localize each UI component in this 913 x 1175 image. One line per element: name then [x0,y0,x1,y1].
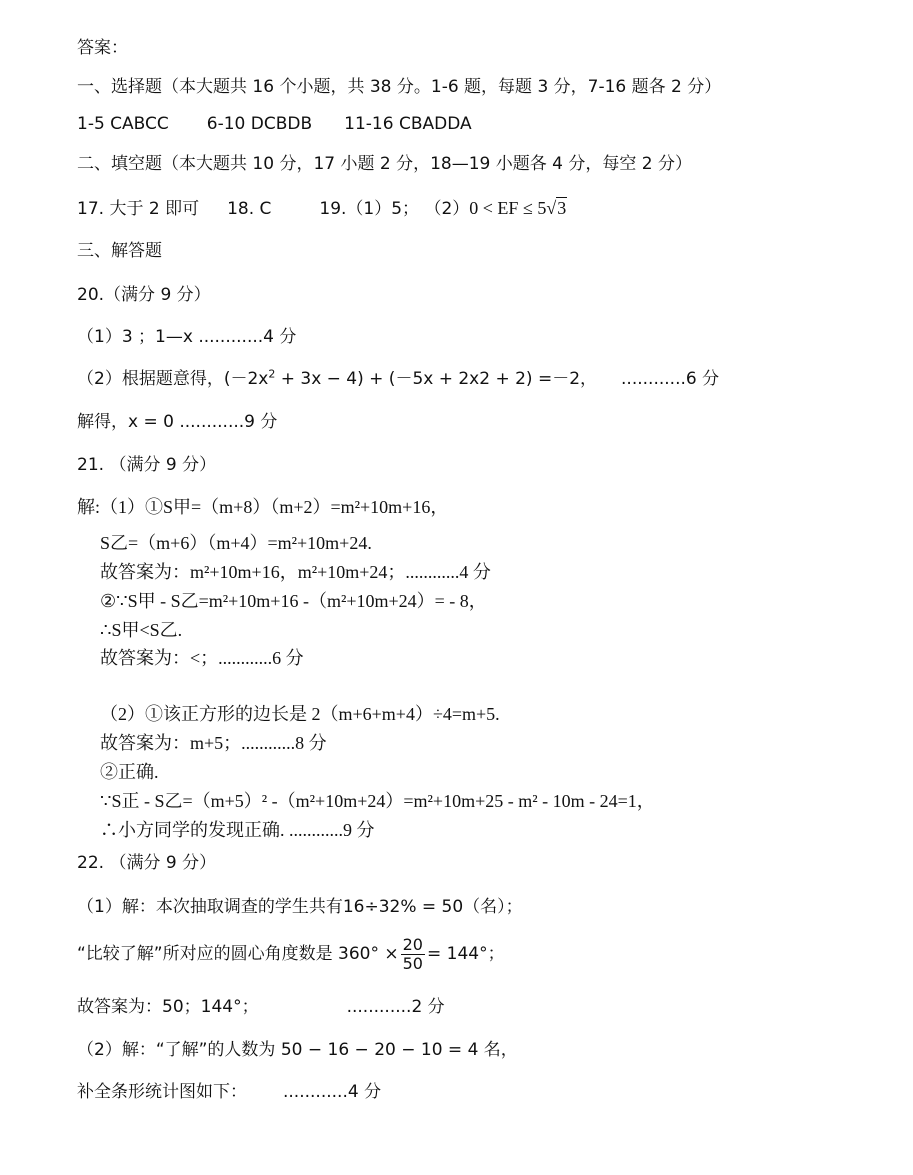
choice-group-1: 1-5 CABCC [77,114,169,134]
fraction-denominator: 50 [402,953,423,973]
q17-answer: 17. 大于 2 即可 [77,199,200,219]
answer-title: 答案： [77,38,128,58]
q18-answer: 18. C [227,199,272,219]
q21-line: 故答案为：m+5；............8 分 [100,733,327,753]
q20-part2-rest: + 3x − 4) + (－5x + 2x2 + 2) =－2， [275,369,598,389]
angle-fraction [401,936,425,973]
choice-answers-row [77,112,472,136]
q21-line: ∵S正 - S乙=（m+5）² -（m²+10m+24）=m²+10m+25 - m² - 10m - 24=1， [100,791,655,811]
q20-part1: （1）3 ；1—x ............4 分 [77,327,297,347]
q21-line: S乙=（m+6）（m+4）=m²+10m+24. [100,533,372,553]
q22-part2: （2）解：“了解”的人数为 50 − 16 − 20 − 10 = 4 名， [77,1040,518,1060]
fill-answers-row [77,196,567,221]
q22-part2-chart-note [77,1080,381,1104]
section-1-title: 一、选择题（本大题共 16 个小题，共 38 分。1-6 题，每题 3 分，7-16 题各 2 分） [77,77,722,97]
q22-angle-line [77,932,505,976]
q21-line: ∴小方同学的发现正确. ............9 分 [100,820,375,840]
choice-group-3: 11-16 CBADDA [344,114,472,134]
q21-line: 故答案为：<；............6 分 [100,648,304,668]
q20-part2-score: ............6 分 [621,369,720,389]
q20-part2-main: （2）根据题意得，(－2x [77,369,269,389]
q22-header: 22. （满分 9 分） [77,853,217,873]
q20-header: 20.（满分 9 分） [77,285,211,305]
fraction-numerator: 20 [402,934,423,954]
choice-group-2: 6-10 DCBDB [206,114,313,134]
q21-header: 21. （满分 9 分） [77,455,217,475]
q22-answer-text: 故答案为：50；144°； [77,997,259,1017]
q21-line: ②∵S甲 - S乙=m²+10m+16 -（m²+10m+24）= - 8， [100,591,487,611]
q20-part2 [77,367,719,391]
q22-answer-score: ............2 分 [346,997,445,1017]
q21-line: ②正确. [100,762,159,782]
q19-inequality: 0 < EF ≤ 5 [469,198,547,218]
q19-answer-prefix: 19.（1）5； （2） [319,199,470,219]
q22-angle-suffix: = 144°； [426,944,505,964]
q20-part3: 解得，x = 0 ............9 分 [77,412,278,432]
q22-part1-answer [77,995,445,1019]
section-3-title: 三、解答题 [77,241,162,261]
q22-chart-note-score: ............4 分 [283,1082,382,1102]
sqrt-symbol: √3 [546,198,567,218]
q21-line: 故答案为：m²+10m+16，m²+10m+24；............4 分 [100,562,491,582]
q21-line: 解:（1）①S甲=（m+8）（m+2）=m²+10m+16， [77,497,449,517]
q22-chart-note-text: 补全条形统计图如下： [77,1082,247,1102]
sqrt-radicand: 3 [557,198,567,218]
section-2-title: 二、填空题（本大题共 10 分，17 小题 2 分，18—19 小题各 4 分，每空 2 分） [77,154,693,174]
q22-angle-prefix: “比较了解”所对应的圆心角度数是 360° × [77,944,399,964]
q20-part2-exponent: 2 [268,367,276,381]
q22-part1: （1）解：本次抽取调查的学生共有16÷32% = 50（名）； [77,897,523,917]
q21-line: （2）①该正方形的边长是 2（m+6+m+4）÷4=m+5. [100,704,500,724]
q21-line: ∴S甲<S乙. [100,620,183,640]
